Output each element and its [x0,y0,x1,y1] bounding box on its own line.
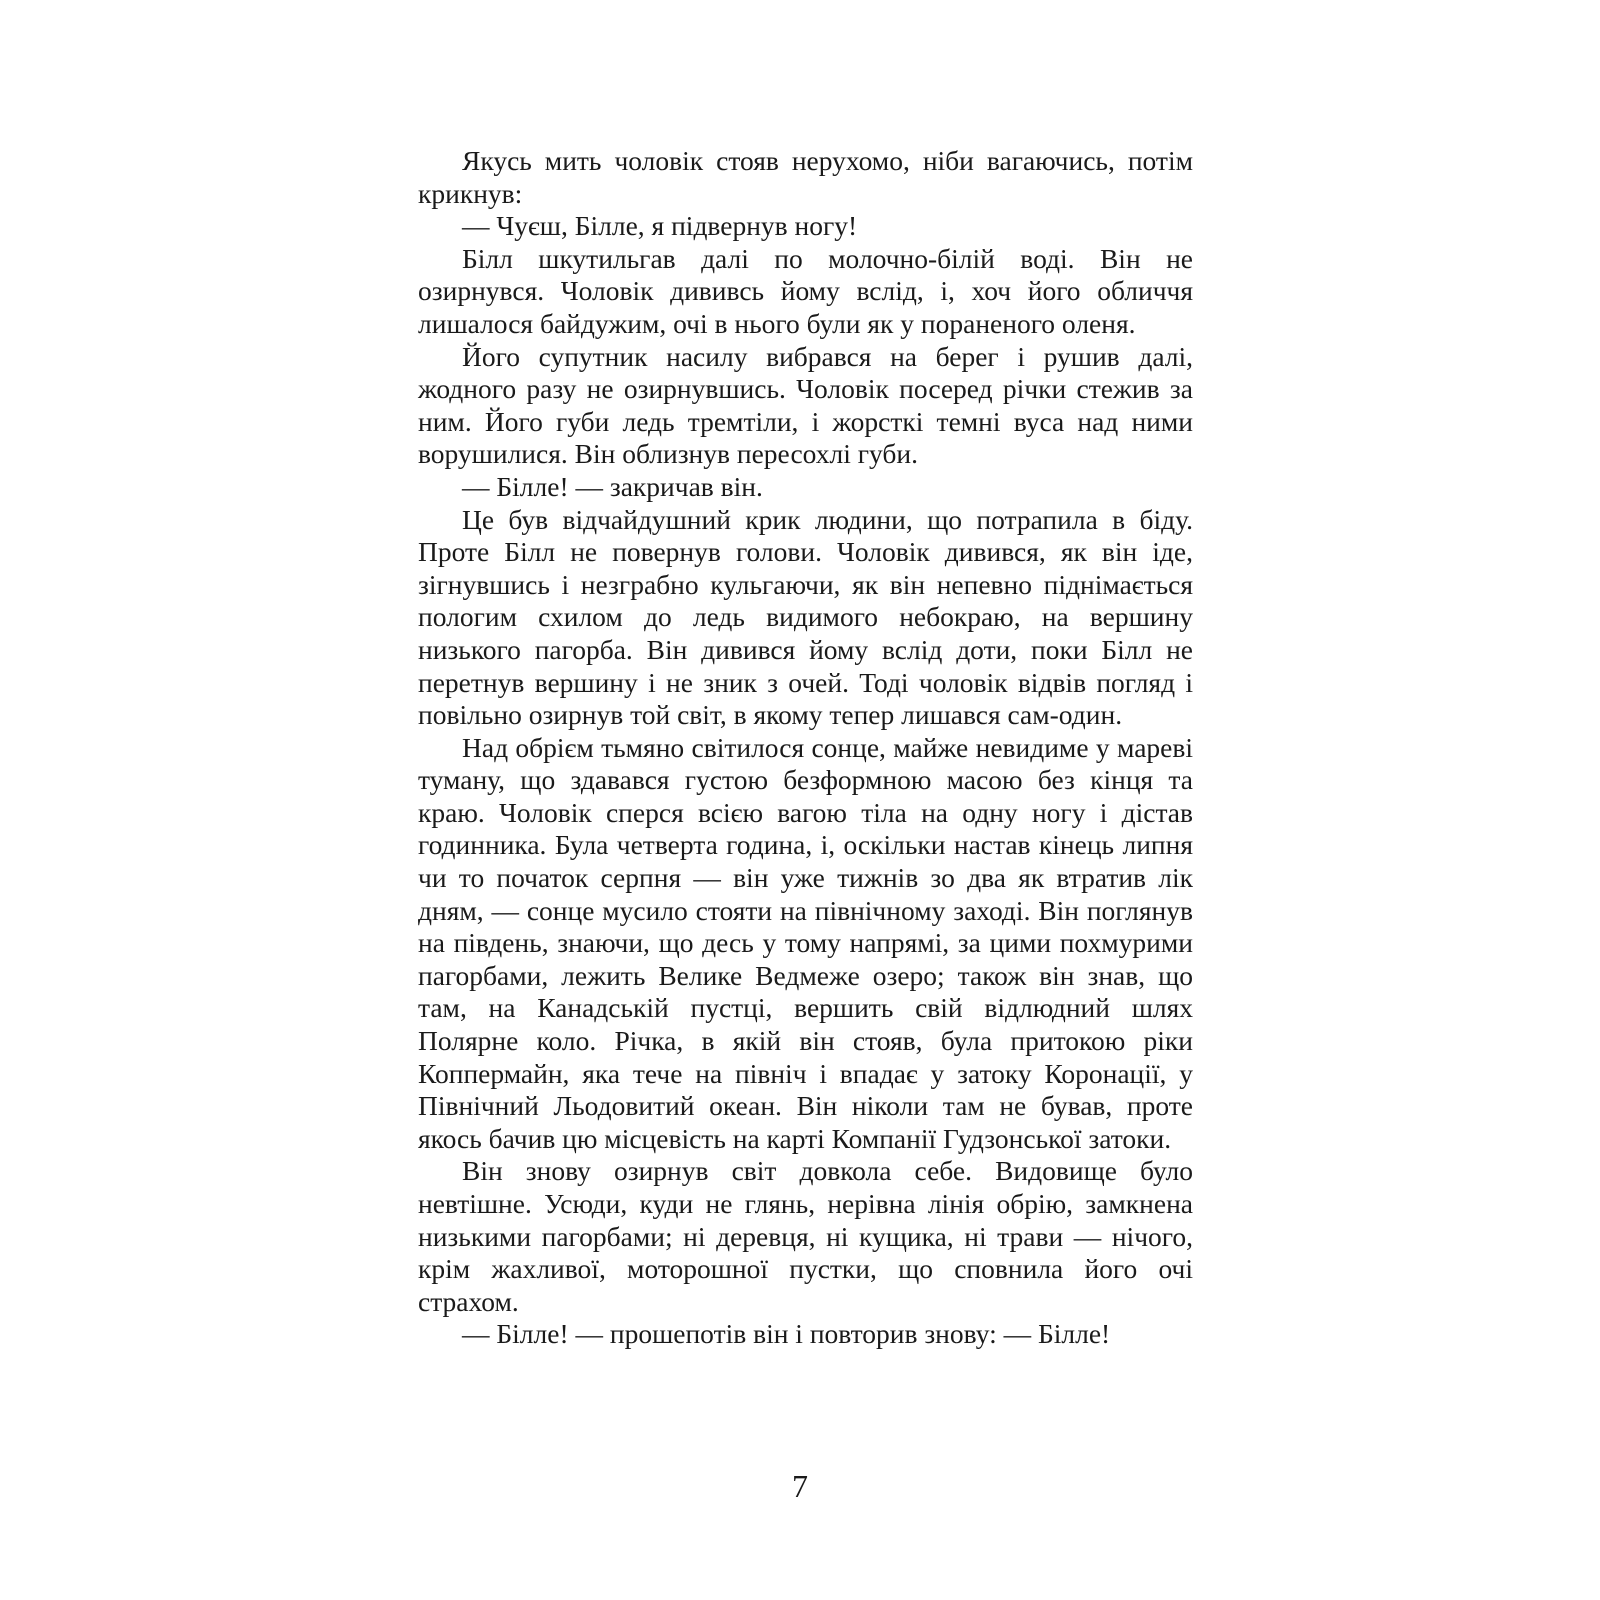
body-text [418,145,1193,1351]
paragraph: Над обрієм тьмяно світилося сонце, майже невидиме у мареві туману, що здавався густою безформною масою без кінця та краю. Чоловік сперся всією вагою тіла на одну ногу і дістав годинника. Була четверта година, і, оскільки настав кінець липня чи то початок серпня — він уже тижнів зо два як втратив лік дням, — сонце мусило стояти на північному заході. Він поглянув на південь, знаючи, що десь у тому напрямі, за цими похмурими пагорбами, лежить Велике Ведмеже озеро; також він знав, що там, на Канадській пустці, вершить свій відлюдний шлях Полярне коло. Річка, в якій він стояв, була притокою ріки Коппермайн, яка тече на північ і впадає у затоку Коронації, у Північний Льодовитий океан. Він ніколи там не бував, проте якось бачив цю місцевість на карті Компанії Гудзонської затоки. [418,731,1193,1154]
paragraph: Якусь мить чоловік стояв нерухомо, ніби вагаючись, потім крикнув: [418,145,1193,209]
paragraph: Його супутник насилу вибрався на берег і рушив далі, жодного разу не озирнувшись. Чоловік посеред річки стежив за ним. Його губи ледь тремтіли, і жорсткі темні вуса над ними ворушилися. Він облизнув пересохлі губи. [418,340,1193,470]
paragraph: Він знову озирнув світ довкола себе. Видовище було невтішне. Усюди, куди не глянь, нерівна лінія обрію, замкнена низькими пагорбами; ні деревця, ні кущика, ні трави — нічого, крім жахливої, моторошної пустки, що сповнила його очі страхом. [418,1155,1193,1317]
paragraph: Білл шкутильгав далі по молочно-білій воді. Він не озирнувся. Чоловік дививсь йому вслід, і, хоч його обличчя лишалося байдужим, очі в нього були як у пораненого оленя. [418,242,1193,339]
page-number: 7 [792,1468,808,1504]
paragraph: — Білле! — прошепотів він і повторив знову: — Білле! [462,1318,1111,1350]
paragraph: — Білле! — закричав він. [462,470,763,502]
paragraph: Це був відчайдушний крик людини, що потрапила в біду. Проте Білл не повернув голови. Чоловік дивився, як він іде, зігнувшись і незграбно кульгаючи, як він непевно піднімається пологим схилом до ледь видимого небокраю, на вершину низького пагорба. Він дивився йому вслід доти, поки Білл не перетнув вершину і не зник з очей. Тоді чоловік відвів погляд і повільно озирнув той світ, в якому тепер лишався сам-один. [418,503,1193,731]
paragraph: — Чуєш, Білле, я підвернув ногу! [462,210,858,242]
